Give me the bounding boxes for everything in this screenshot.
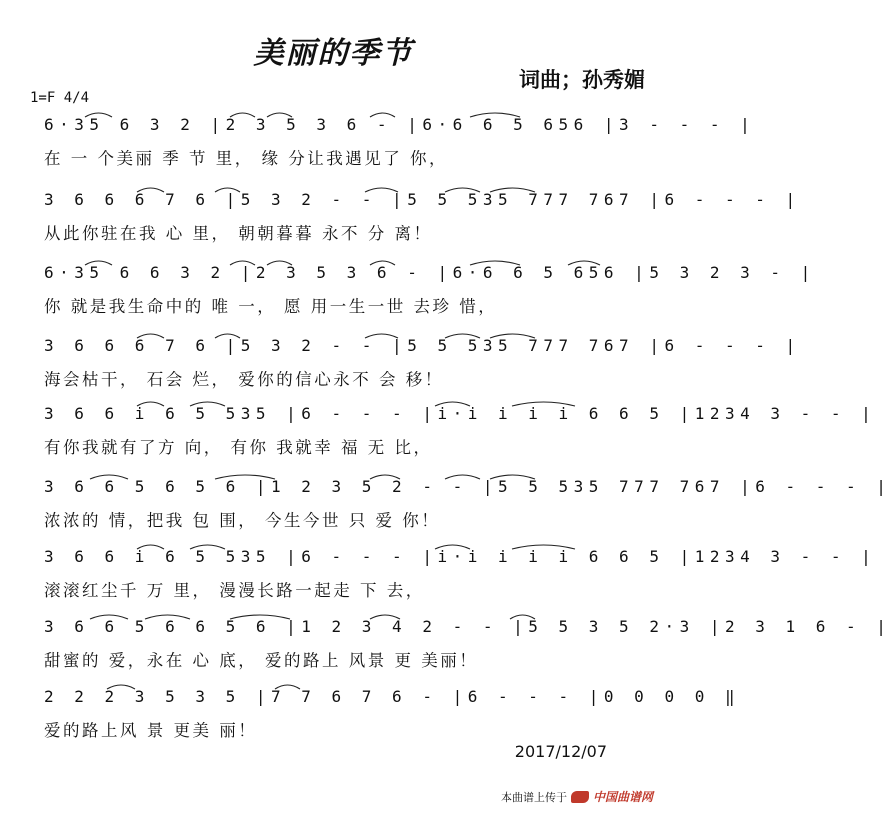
lyrics-row: 有你我就有了方 向， 有你 我就幸 福 无 比， [44, 438, 433, 457]
lyrics-row: 爱的路上风 景 更美 丽！ [44, 721, 258, 740]
notation-row: 6·35 6 6 3 2 |2 3 5 3 6 - |6·6 6 5 656 |5 3 2 3 - | [44, 263, 816, 282]
notation-row: 3 6 6 i 6 5 535 |6 - - - |i·i i i i 6 6 5 |1234 3 - - | [44, 547, 877, 566]
notation-row: 3 6 6 5 6 6 5 6 |1 2 3 4 2 - - |5 5 3 5 2·3 |2 3 1 6 - | [44, 617, 891, 636]
lyrics-row: 滚滚红尘千 万 里， 漫漫长路一起走 下 去， [44, 581, 425, 600]
site-logo-icon [571, 791, 589, 803]
notation-row: 2 2 2 3 5 3 5 |7 7 6 7 6 - |6 - - - |0 0 0 0 ‖ [44, 687, 741, 706]
notation-row: 3 6 6 6 7 6 |5 3 2 - - |5 5 535 777 767 |6 - - - | [44, 336, 801, 355]
lyricist-composer-credit: 词曲；孙秀媚 [519, 68, 645, 92]
notation-row: 3 6 6 5 6 5 6 |1 2 3 5 2 - - |5 5 535 777 767 |6 - - - | [44, 477, 891, 496]
lyrics-row: 你 就是我生命中的 唯 一， 愿 用一生一世 去珍 惜， [44, 297, 498, 316]
upload-text: 本曲谱上传于 [500, 790, 567, 804]
key-signature: 1=F 4/4 [30, 90, 90, 106]
lyrics-row: 从此你驻在我 心 里， 朝朝暮暮 永不 分 离！ [44, 224, 433, 243]
lyrics-row: 海会枯干， 石会 烂， 爱你的信心永不 会 移！ [44, 370, 444, 389]
notation-row: 3 6 6 6 7 6 |5 3 2 - - |5 5 535 777 767 |6 - - - | [44, 190, 801, 209]
notation-row: 3 6 6 i 6 5 535 |6 - - - |i·i i i i 6 6 5 |1234 3 - - | [44, 404, 877, 423]
score-line [0, 404, 877, 484]
site-name: 中国曲谱网 [592, 790, 653, 804]
lyrics-row: 甜蜜的 爱，永在 心 底， 爱的路上 风景 更 美丽！ [44, 651, 479, 670]
lyrics-row: 在 一 个美丽 季 节 里， 缘 分让我遇见了 你， [44, 149, 448, 168]
lyrics-row: 浓浓的 情，把我 包 围， 今生今世 只 爱 你！ [44, 511, 441, 530]
score-line [0, 115, 756, 195]
date-label: 2017/12/07 [514, 742, 607, 761]
score-line [0, 263, 816, 343]
score-line [0, 190, 801, 270]
notation-row: 6·35 6 3 2 |2 3 5 3 6 - |6·6 6 5 656 |3 - - - | [44, 115, 756, 134]
footer-watermark [501, 788, 653, 805]
song-title: 美丽的季节 [253, 36, 414, 71]
